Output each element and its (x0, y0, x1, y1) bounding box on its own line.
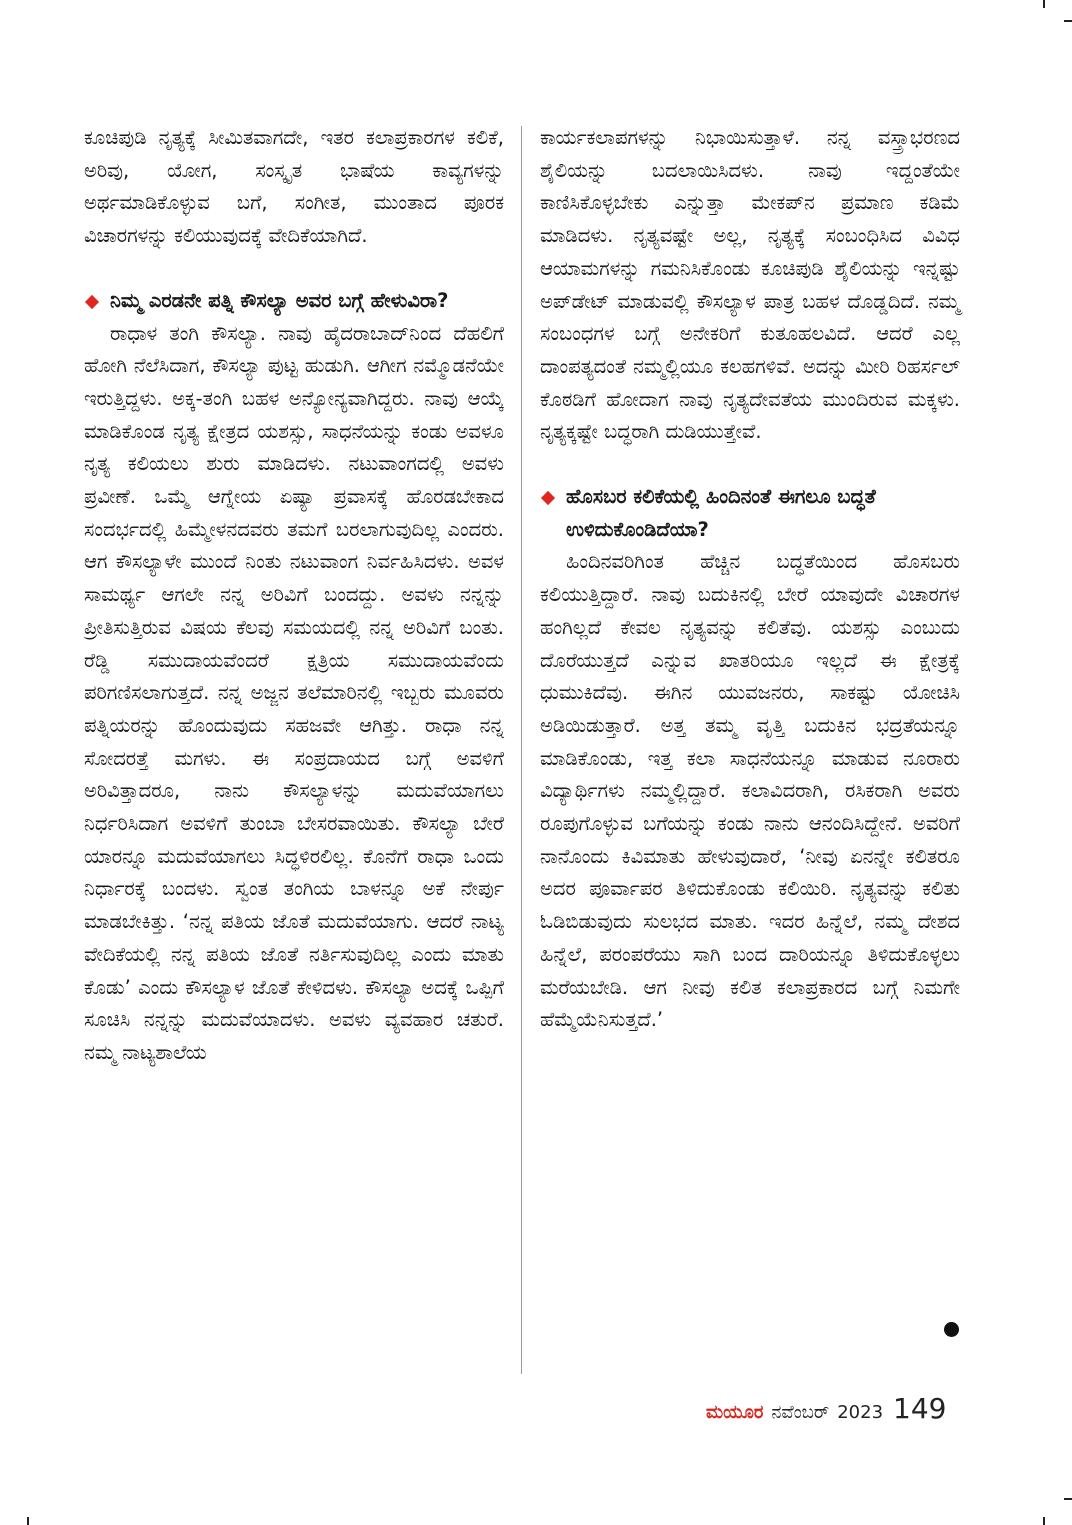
question-heading (540, 481, 960, 546)
issue-year: 2023 (837, 1402, 884, 1423)
column-divider (521, 126, 522, 1374)
question-text: ನಿಮ್ಮ ಎರಡನೇ ಪತ್ನಿ ಕೌಸಲ್ಯಾ ಅವರ ಬಗ್ಗೆ ಹೇಳುವಿರಾ? (110, 288, 449, 312)
right-column (540, 122, 960, 1037)
diamond-bullet-icon (85, 295, 99, 309)
question-text: ಹೊಸಬರ ಕಲಿಕೆಯಲ್ಲಿ ಹಿಂದಿನಂತೆ ಈಗಲೂ ಬದ್ಧತೆ ಉಳಿದುಕೊಂಡಿದೆಯಾ? (566, 485, 876, 541)
answer-paragraph: ಹಿಂದಿನವರಿಗಿಂತ ಹೆಚ್ಚಿನ ಬದ್ಧತೆಯಿಂದ ಹೊಸಬರು ಕಲಿಯುತ್ತಿದ್ದಾರೆ. ನಾವು ಬದುಕಿನಲ್ಲಿ ಬೇರೆ ಯಾವುದೇ ವಿಚಾರಗಳ ಹಂಗಿಲ್ಲದೆ ಕೇವಲ ನೃತ್ಯವನ್ನು ಕಲಿತೆವು. ಯಶಸ್ಸು ಎಂಬುದು ದೊರೆಯುತ್ತದೆ ಎನ್ನುವ ಖಾತರಿಯೂ ಇಲ್ಲದೆ ಈ ಕ್ಷೇತ್ರಕ್ಕೆ ಧುಮುಕಿದೆವು. ಈಗಿನ ಯುವಜನರು, ಸಾಕಷ್ಟು ಯೋಚಿಸಿ ಅಡಿಯಿಡುತ್ತಾರೆ. ಅತ್ತ ತಮ್ಮ ವೃತ್ತಿ ಬದುಕಿನ ಭದ್ರತೆಯನ್ನೂ ಮಾಡಿಕೊಂಡು, ಇತ್ತ ಕಲಾ ಸಾಧನೆಯನ್ನೂ ಮಾಡುವ ನೂರಾರು ವಿದ್ಯಾರ್ಥಿಗಳು ನಮ್ಮಲ್ಲಿದ್ದಾರೆ. ಕಲಾವಿದರಾಗಿ, ರಸಿಕರಾಗಿ ಅವರು ರೂಪುಗೊಳ್ಳುವ ಬಗೆಯನ್ನು ಕಂಡು ನಾನು ಆನಂದಿಸಿದ್ದೇನೆ. ಅವರಿಗೆ ನಾನೊಂದು ಕಿವಿಮಾತು ಹೇಳುವುದಾರೆ, ‘ನೀವು ಏನನ್ನೇ ಕಲಿತರೂ ಅದರ ಪೂರ್ವಾಪರ ತಿಳಿದುಕೊಂಡು ಕಲಿಯಿರಿ. ನೃತ್ಯವನ್ನು ಕಲಿತು ಓಡಿಬಿಡುವುದು ಸುಲಭದ ಮಾತು. ಇದರ ಹಿನ್ನೆಲೆ, ನಮ್ಮ ದೇಶದ ಹಿನ್ನೆಲೆ, ಪರಂಪರೆಯು ಸಾಗಿ ಬಂದ ದಾರಿಯನ್ನೂ ತಿಳಿದುಕೊಳ್ಳಲು ಮರೆಯಬೇಡಿ. ಆಗ ನೀವು ಕಲಿತ ಕಲಾಪ್ರಕಾರದ ಬಗ್ಗೆ ನಿಮಗೇ ಹೆಮ್ಮೆಯೆನಿಸುತ್ತದೆ.’ (540, 550, 960, 1032)
diamond-bullet-icon (541, 491, 555, 505)
crop-mark-right-top (1064, 20, 1072, 22)
crop-mark-bottom-left (27, 1517, 29, 1525)
intro-paragraph: ಕೂಚಿಪುಡಿ ನೃತ್ಯಕ್ಕೆ ಸೀಮಿತವಾಗದೇ, ಇತರ ಕಲಾಪ್ರಕಾರಗಳ ಕಲಿಕೆ, ಅರಿವು, ಯೋಗ, ಸಂಸ್ಕೃತ ಭಾಷೆಯ ಕಾವ್ಯಗಳನ್ನು ಅರ್ಥಮಾಡಿಕೊಳ್ಳುವ ಬಗೆ, ಸಂಗೀತ, ಮುಂತಾದ ಪೂರಕ ವಿಚಾರಗಳನ್ನು ಕಲಿಯುವುದಕ್ಕೆ ವೇದಿಕೆಯಾಗಿದೆ. (84, 126, 504, 248)
crop-mark-right-bottom (1064, 1498, 1072, 1500)
issue-month: ನವೆಂಬರ್ (771, 1402, 830, 1423)
left-column (84, 122, 504, 1070)
question-heading (84, 285, 504, 318)
crop-mark-bottom-right (1043, 1517, 1045, 1525)
magazine-logo: ಮಯೂರ (706, 1402, 764, 1423)
crop-mark-top-right (1043, 0, 1045, 8)
answer-paragraph: ರಾಧಾಳ ತಂಗಿ ಕೌಸಲ್ಯಾ. ನಾವು ಹೈದರಾಬಾದ್‌ನಿಂದ ದೆಹಲಿಗೆ ಹೋಗಿ ನೆಲೆಸಿದಾಗ, ಕೌಸಲ್ಯಾ ಪುಟ್ಟ ಹುಡುಗಿ. ಆಗೀಗ ನಮ್ಮೊಡನೆಯೇ ಇರುತ್ತಿದ್ದಳು. ಅಕ್ಕ-ತಂಗಿ ಬಹಳ ಅನ್ಯೋನ್ಯವಾಗಿದ್ದರು. ನಾವು ಆಯ್ಕೆ ಮಾಡಿಕೊಂಡ ನೃತ್ಯ ಕ್ಷೇತ್ರದ ಯಶಸ್ಸು, ಸಾಧನೆಯನ್ನು ಕಂಡು ಅವಳೂ ನೃತ್ಯ ಕಲಿಯಲು ಶುರು ಮಾಡಿದಳು. ನಟುವಾಂಗದಲ್ಲಿ ಅವಳು ಪ್ರವೀಣೆ. ಒಮ್ಮೆ ಆಗ್ನೇಯ ಏಷ್ಯಾ ಪ್ರವಾಸಕ್ಕೆ ಹೊರಡಬೇಕಾದ ಸಂದರ್ಭದಲ್ಲಿ ಹಿಮ್ಮೇಳನದವರು ತಮಗೆ ಬರಲಾಗುವುದಿಲ್ಲ ಎಂದರು. ಆಗ ಕೌಸಲ್ಯಾಳೇ ಮುಂದೆ ನಿಂತು ನಟುವಾಂಗ ನಿರ್ವಹಿಸಿದಳು. ಅವಳ ಸಾಮರ್ಥ್ಯ ಆಗಲೇ ನನ್ನ ಅರಿವಿಗೆ ಬಂದದ್ದು. ಅವಳು ನನ್ನನ್ನು ಪ್ರೀತಿಸುತ್ತಿರುವ ವಿಷಯ ಕೆಲವು ಸಮಯದಲ್ಲಿ ನನ್ನ ಅರಿವಿಗೆ ಬಂತು. ರೆಡ್ಡಿ ಸಮುದಾಯವೆಂದರೆ ಕ್ಷತ್ರಿಯ ಸಮುದಾಯವೆಂದು ಪರಿಗಣಿಸಲಾಗುತ್ತದೆ. ನನ್ನ ಅಜ್ಜನ ತಲೆಮಾರಿನಲ್ಲಿ ಇಬ್ಬರು ಮೂವರು ಪತ್ನಿಯರನ್ನು ಹೊಂದುವುದು ಸಹಜವೇ ಆಗಿತ್ತು. ರಾಧಾ ನನ್ನ ಸೋದರತ್ತೆ ಮಗಳು. ಈ ಸಂಪ್ರದಾಯದ ಬಗ್ಗೆ ಅವಳಿಗೆ ಅರಿವಿತ್ತಾದರೂ, ನಾನು ಕೌಸಲ್ಯಾಳನ್ನು ಮದುವೆಯಾಗಲು ನಿರ್ಧರಿಸಿದಾಗ ಅವಳಿಗೆ ತುಂಬಾ ಬೇಸರವಾಯಿತು. ಕೌಸಲ್ಯಾ ಬೇರೆ ಯಾರನ್ನೂ ಮದುವೆಯಾಗಲು ಸಿದ್ಧಳಿರಲಿಲ್ಲ. ಕೊನೆಗೆ ರಾಧಾ ಒಂದು ನಿರ್ಧಾರಕ್ಕೆ ಬಂದಳು. ಸ್ವಂತ ತಂಗಿಯ ಬಾಳನ್ನೂ ಅಕೆ ನೇರ್ಪು ಮಾಡಬೇಕಿತ್ತು. ‘ನನ್ನ ಪತಿಯ ಜೊತೆ ಮದುವೆಯಾಗು. ಆದರೆ ನಾಟ್ಯ ವೇದಿಕೆಯಲ್ಲಿ ನನ್ನ ಪತಿಯ ಜೊತೆ ನರ್ತಿಸುವುದಿಲ್ಲ ಎಂದು ಮಾತು ಕೊಡು’ ಎಂದು ಕೌಸಲ್ಯಾಳ ಜೊತೆ ಕೇಳಿದಳು. ಕೌಸಲ್ಯಾ ಅದಕ್ಕೆ ಒಪ್ಪಿಗೆ ಸೂಚಿಸಿ ನನ್ನನ್ನು ಮದುವೆಯಾದಳು. ಅವಳು ವ್ಯವಹಾರ ಚತುರೆ. ನಮ್ಮ ನಾಟ್ಯಶಾಲೆಯ (84, 321, 504, 1064)
page-footer (706, 1392, 946, 1425)
continued-paragraph: ಕಾರ್ಯಕಲಾಪಗಳನ್ನು ನಿಭಾಯಿಸುತ್ತಾಳೆ. ನನ್ನ ವಸ್ತ್ರಾಭರಣದ ಶೈಲಿಯನ್ನು ಬದಲಾಯಿಸಿದಳು. ನಾವು ಇದ್ದಂತೆಯೇ ಕಾಣಿಸಿಕೊಳ್ಳಬೇಕು ಎನ್ನುತ್ತಾ ಮೇಕಪ್‌ನ ಪ್ರಮಾಣ ಕಡಿಮೆ ಮಾಡಿದಳು. ನೃತ್ಯವಷ್ಟೇ ಅಲ್ಲ, ನೃತ್ಯಕ್ಕೆ ಸಂಬಂಧಿಸಿದ ವಿವಿಧ ಆಯಾಮಗಳನ್ನು ಗಮನಿಸಿಕೊಂಡು ಕೂಚಿಪುಡಿ ಶೈಲಿಯನ್ನು ಇನ್ನಷ್ಟು ಅಪ್‌ಡೇಟ್ ಮಾಡುವಲ್ಲಿ ಕೌಸಲ್ಯಾಳ ಪಾತ್ರ ಬಹಳ ದೊಡ್ಡದಿದೆ. ನಮ್ಮ ಸಂಬಂಧಗಳ ಬಗ್ಗೆ ಅನೇಕರಿಗೆ ಕುತೂಹಲವಿದೆ. ಆದರೆ ಎಲ್ಲ ದಾಂಪತ್ಯದಂತೆ ನಮ್ಮಲ್ಲಿಯೂ ಕಲಹಗಳಿವೆ. ಅದನ್ನು ಮೀರಿ ರಿಹರ್ಸಲ್ ಕೊಠಡಿಗೆ ಹೋದಾಗ ನಾವು ನೃತ್ಯದೇವತೆಯ ಮುಂದಿರುವ ಮಕ್ಕಳು. ನೃತ್ಯಕ್ಕಷ್ಟೇ ಬದ್ಧರಾಗಿ ದುಡಿಯುತ್ತೇವೆ. (540, 126, 960, 444)
end-of-article-bullet-icon (944, 1322, 959, 1337)
page-number: 149 (893, 1392, 947, 1425)
